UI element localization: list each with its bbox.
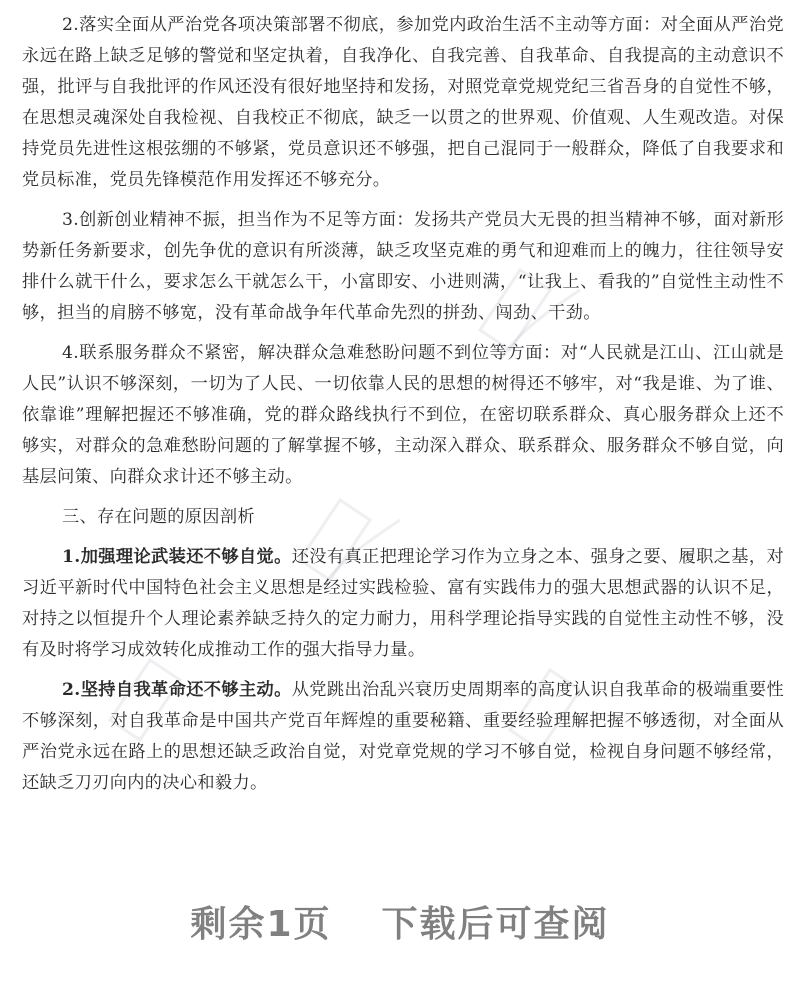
paragraph-text: 4.联系服务群众不紧密，解决群众急难愁盼问题不到位等方面：对“人民就是江山、江山就是人民”认识不够深刻，一切为了人民、一切依靠人民的思想的树得还不够牢，对“我是谁、为了谁、依靠谁”理解把握还不够准确，党的群众路线执行不到位，在密切联系群众、真心服务群众上还不够实，对群众的急难愁盼问题的了解掌握不够，主动深入群众、联系群众、服务群众不够自觉，向基层问策、向群众求计还不够主动。	[22, 343, 784, 487]
paragraph-3	[22, 205, 784, 329]
section-heading	[22, 502, 784, 533]
paragraph-text: 2.落实全面从严治党各项决策部署不彻底，参加党内政治生活不主动等方面：对全面从严治党永远在路上缺乏足够的警觉和坚定执着，自我净化、自我完善、自我革命、自我提高的主动意识不强，批评与自我批评的作风还没有很好地坚持和发扬，对照党章党规党纪三省吾身的自觉性不够，在思想灵魂深处自我检视、自我校正不彻底，缺乏一以贯之的世界观、价值观、人生观改造。对保持党员先进性这根弦绷的不够紧，党员意识还不够强，把自己混同于一般群众，降低了自我要求和党员标准，党员先锋模范作用发挥还不够充分。	[22, 15, 784, 190]
analysis-text: 还没有真正把理论学习作为立身之本、强身之要、履职之基，对习近平新时代中国特色社会主义思想是经过实践检验、富有实践伟力的强大思想武器的认识不足，对持之以恒提升个人理论素养缺乏持久的定力耐力，用科学理论指导实践的自觉性主动性不够，没有及时将学习成效转化成推动工作的强大指导力量。	[22, 547, 784, 660]
analysis-item-2	[22, 675, 784, 799]
paragraph-2	[22, 10, 784, 196]
download-to-view-text: 下载后可查阅	[381, 904, 610, 945]
paragraph-4	[22, 338, 784, 493]
analysis-text: 从党跳出治乱兴衰历史周期率的高度认识自我革命的极端重要性不够深刻，对自我革命是中国共产党百年辉煌的重要秘籍、重要经验理解把握不够透彻，对全面从严治党永远在路上的思想还缺乏政治自觉，对党章党规的学习不够自觉，检视自身问题不够经常，还缺乏刀刃向内的决心和毅力。	[22, 680, 784, 793]
body-text	[22, 10, 784, 808]
analysis-item-1	[22, 542, 784, 666]
paragraph-text: 3.创新创业精神不振，担当作为不足等方面：发扬共产党员大无畏的担当精神不够，面对新形势新任务新要求，创先争优的意识有所淡薄，缺乏攻坚克难的勇气和迎难而上的魄力，往往领导安排什么就干什么，要求怎么干就怎么干，小富即安、小进则满，“让我上、看我的”自觉性主动性不够，担当的肩膀不够宽，没有革命战争年代革命先烈的拼劲、闯劲、干劲。	[22, 210, 784, 323]
section-heading-text: 三、存在问题的原因剖析	[62, 507, 255, 527]
analysis-lead: 1.加强理论武装还不够自觉。	[62, 547, 292, 567]
remaining-pages-text: 剩余1页	[190, 904, 332, 945]
analysis-lead: 2.坚持自我革命还不够主动。	[62, 680, 292, 700]
download-banner[interactable]	[0, 896, 800, 947]
